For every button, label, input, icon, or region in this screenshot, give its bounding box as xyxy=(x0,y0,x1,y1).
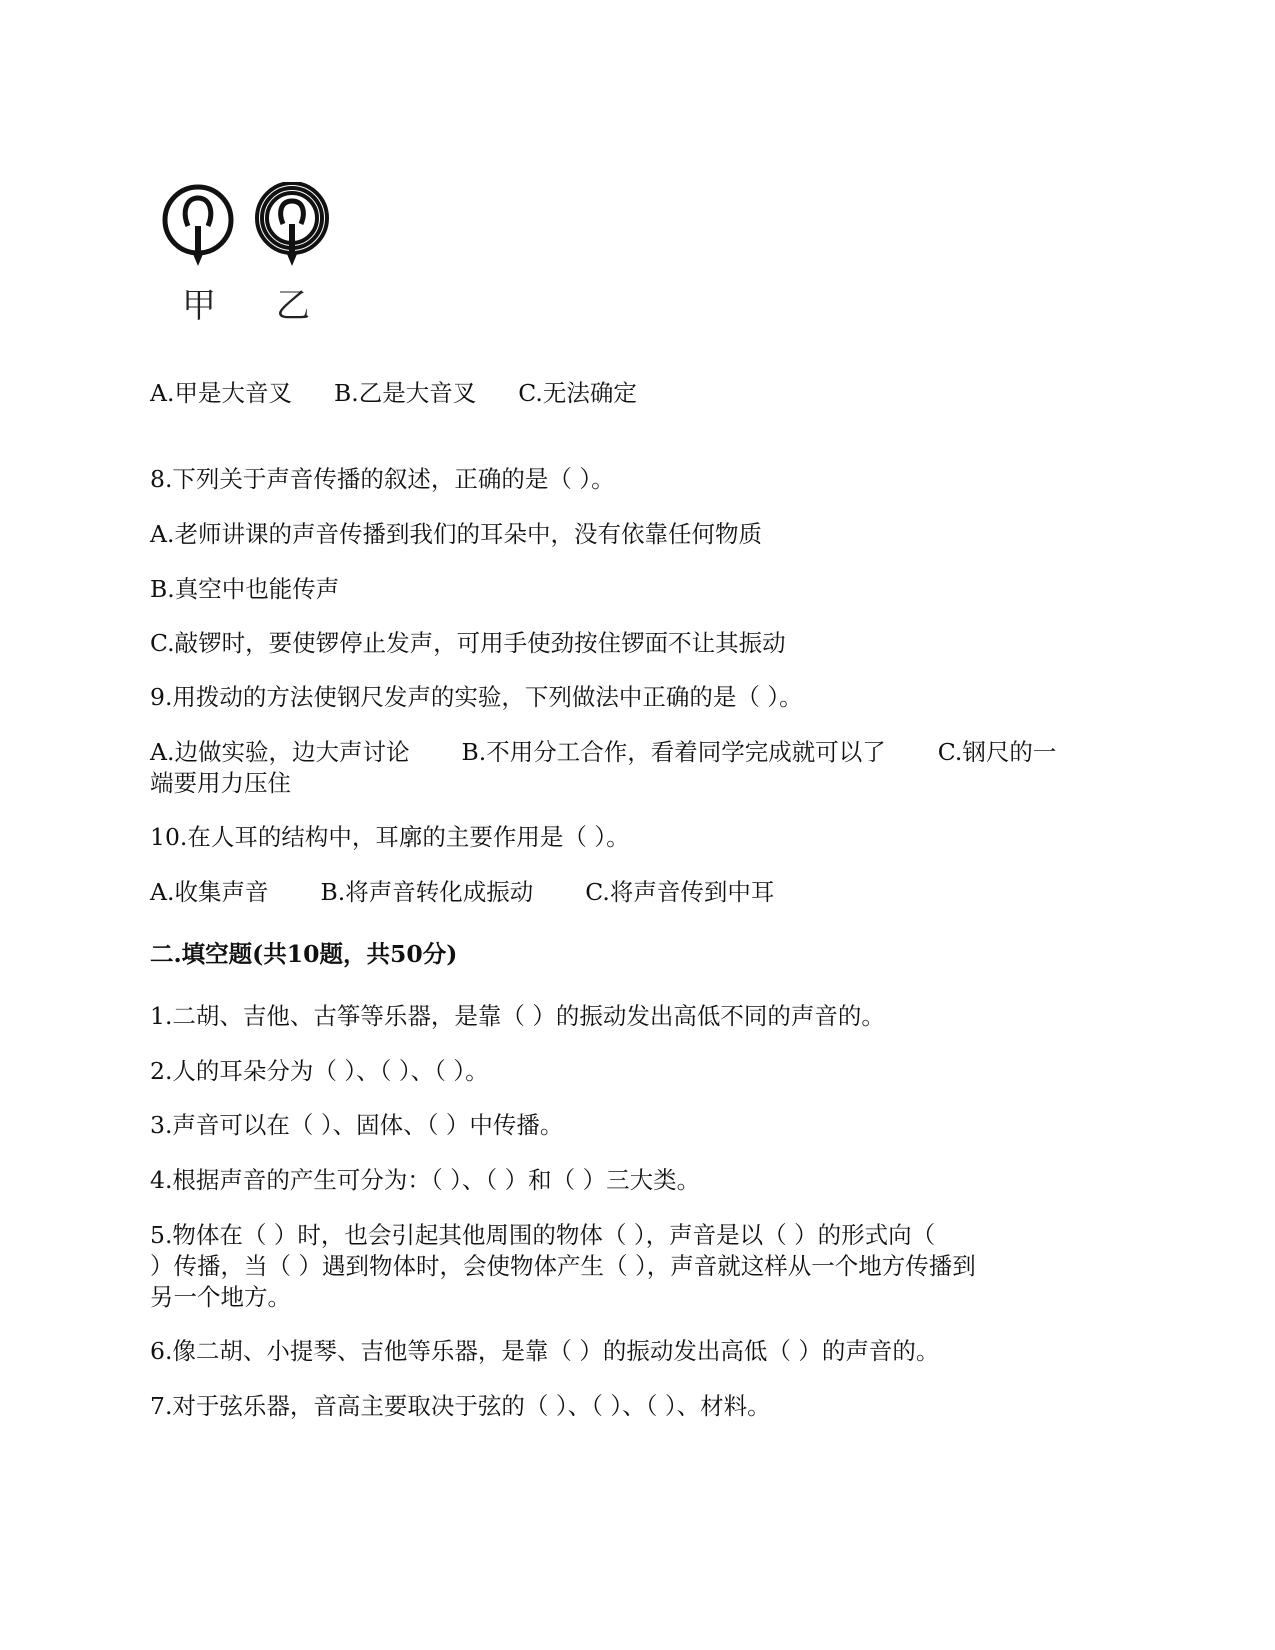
tuning-fork-drawing xyxy=(160,182,350,282)
q10-option-c: C.将声音传到中耳 xyxy=(585,878,775,906)
tuning-fork-a-icon xyxy=(165,187,231,266)
q9-options xyxy=(150,736,1125,768)
fill-item-6: 6.像二胡、小提琴、吉他等乐器，是靠（ ）的振动发出高低（ ）的声音的。 xyxy=(150,1337,940,1365)
fork-label-a: 甲 xyxy=(182,286,216,326)
tuning-fork-b-icon xyxy=(257,183,327,266)
fill-item-4: 4.根据声音的产生可分为：（ ）、（ ）和（ ）三大类。 xyxy=(150,1166,701,1194)
q9-option-c-continued: 端要用力压住 xyxy=(150,769,291,797)
q9-option-c: C.钢尺的一 xyxy=(937,738,1057,766)
fill-item-5-line2: ）传播，当（ ）遇到物体时，会使物体产生（ ），声音就这样从一个地方传播到 xyxy=(150,1252,976,1280)
q7-option-c: C.无法确定 xyxy=(518,379,637,407)
fill-item-5-line1: 5.物体在（ ）时，也会引起其他周围的物体（ ），声音是以（ ）的形式向（ xyxy=(150,1221,936,1249)
q9-option-b: B.不用分工合作，看着同学完成就可以了 xyxy=(461,738,886,766)
q9-option-a: A.边做实验，边大声讨论 xyxy=(150,738,410,766)
fill-item-5-line3: 另一个地方。 xyxy=(150,1283,291,1311)
q8-option-a: A.老师讲课的声音传播到我们的耳朵中，没有依靠任何物质 xyxy=(150,520,762,548)
q8-stem: 8.下列关于声音传播的叙述，正确的是（ ）。 xyxy=(150,465,615,493)
q8-option-c: C.敲锣时，要使锣停止发声，可用手使劲按住锣面不让其振动 xyxy=(150,629,786,657)
fill-item-2: 2.人的耳朵分为（ ）、（ ）、（ ）。 xyxy=(150,1057,489,1085)
q10-stem: 10.在人耳的结构中，耳廓的主要作用是（ ）。 xyxy=(150,823,630,851)
fill-item-7: 7.对于弦乐器，音高主要取决于弦的（ ）、（ ）、（ ）、材料。 xyxy=(150,1392,771,1420)
q7-options xyxy=(150,377,1125,409)
q10-option-a: A.收集声音 xyxy=(150,878,269,906)
q7-option-b: B.乙是大音叉 xyxy=(333,379,477,407)
q8-option-b: B.真空中也能传声 xyxy=(150,575,340,603)
q7-option-a: A.甲是大音叉 xyxy=(150,379,292,407)
fill-item-1: 1.二胡、吉他、古筝等乐器，是靠（ ）的振动发出高低不同的声音的。 xyxy=(150,1002,885,1030)
q9-stem: 9.用拨动的方法使钢尺发声的实验，下列做法中正确的是（ ）。 xyxy=(150,683,803,711)
section2-heading: 二.填空题(共10题，共50分) xyxy=(150,940,458,968)
fork-label-b: 乙 xyxy=(276,286,310,326)
tuning-fork-figure xyxy=(160,182,350,326)
q10-option-b: B.将声音转化成振动 xyxy=(320,878,534,906)
fill-item-3: 3.声音可以在（ ）、固体、（ ）中传播。 xyxy=(150,1111,564,1139)
q10-options xyxy=(150,876,1125,908)
